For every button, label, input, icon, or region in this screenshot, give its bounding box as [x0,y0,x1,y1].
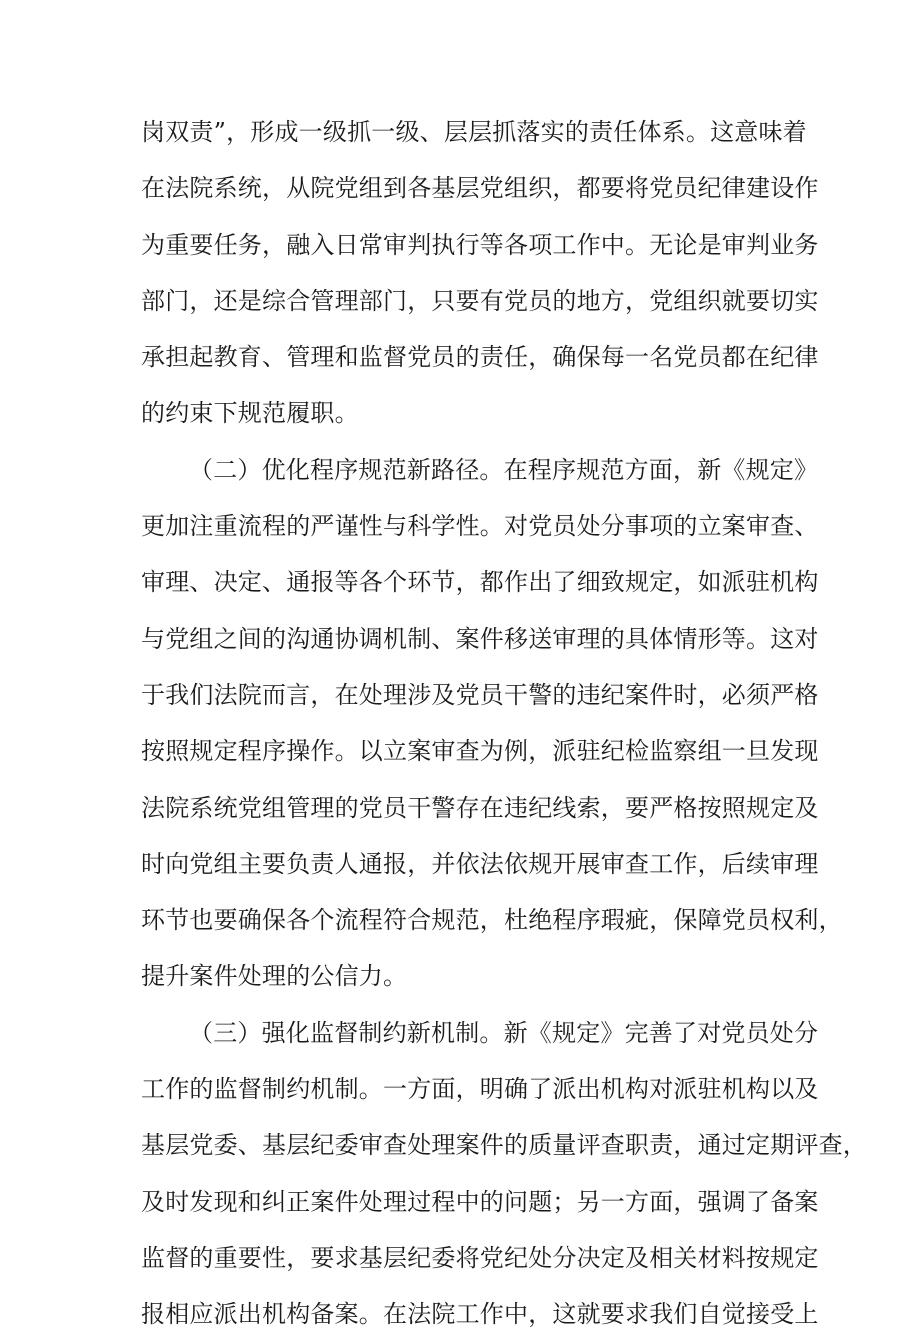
text-line: 部门，还是综合管理部门，只要有党员的地方，党组织就要切实 [141,286,819,315]
text-line: 承担起教育、管理和监督党员的责任，确保每一名党员都在纪律 [141,343,819,372]
text-line: 及时发现和纠正案件处理过程中的问题；另一方面，强调了备案 [141,1187,819,1216]
text-line: 报相应派出机构备案。在法院工作中，这就要求我们自觉接受上 [141,1300,819,1329]
text-line: 在法院系统，从院党组到各基层党组织，都要将党员纪律建设作 [141,174,819,203]
text-line: 基层党委、基层纪委审查处理案件的质量评查职责，通过定期评查， [141,1131,867,1160]
text-line: 的约束下规范履职。 [141,399,359,428]
text-line: 与党组之间的沟通协调机制、案件移送审理的具体情形等。这对 [141,624,819,653]
text-line: 为重要任务，融入日常审判执行等各项工作中。无论是审判业务 [141,230,819,259]
text-line: 时向党组主要负责人通报，并依法依规开展审查工作，后续审理 [141,849,819,878]
text-line: 按照规定程序操作。以立案审查为例，派驻纪检监察组一旦发现 [141,737,819,766]
text-line: 岗双责”，形成一级抓一级、层层抓落实的责任体系。这意味着 [141,118,807,146]
text-line: 监督的重要性，要求基层纪委将党纪处分决定及相关材料按规定 [141,1243,819,1272]
text-line: 环节也要确保各个流程符合规范，杜绝程序瑕疵，保障党员权利， [141,906,843,935]
section-heading-line: （三）强化监督制约新机制。新《规定》完善了对党员处分 [189,1018,819,1047]
text-line: 更加注重流程的严谨性与科学性。对党员处分事项的立案审查、 [141,512,819,541]
text-line: 提升案件处理的公信力。 [141,962,408,991]
text-line: 审理、决定、通报等各个环节，都作出了细致规定，如派驻机构 [141,568,819,597]
text-line: 于我们法院而言，在处理涉及党员干警的违纪案件时，必须严格 [141,680,819,709]
section-heading-line: （二）优化程序规范新路径。在程序规范方面，新《规定》 [189,455,819,484]
body-text [141,104,867,1343]
text-line: 工作的监督制约机制。一方面，明确了派出机构对派驻机构以及 [141,1075,819,1104]
text-line: 法院系统党组管理的党员干警存在违纪线索，要严格按照规定及 [141,793,819,822]
